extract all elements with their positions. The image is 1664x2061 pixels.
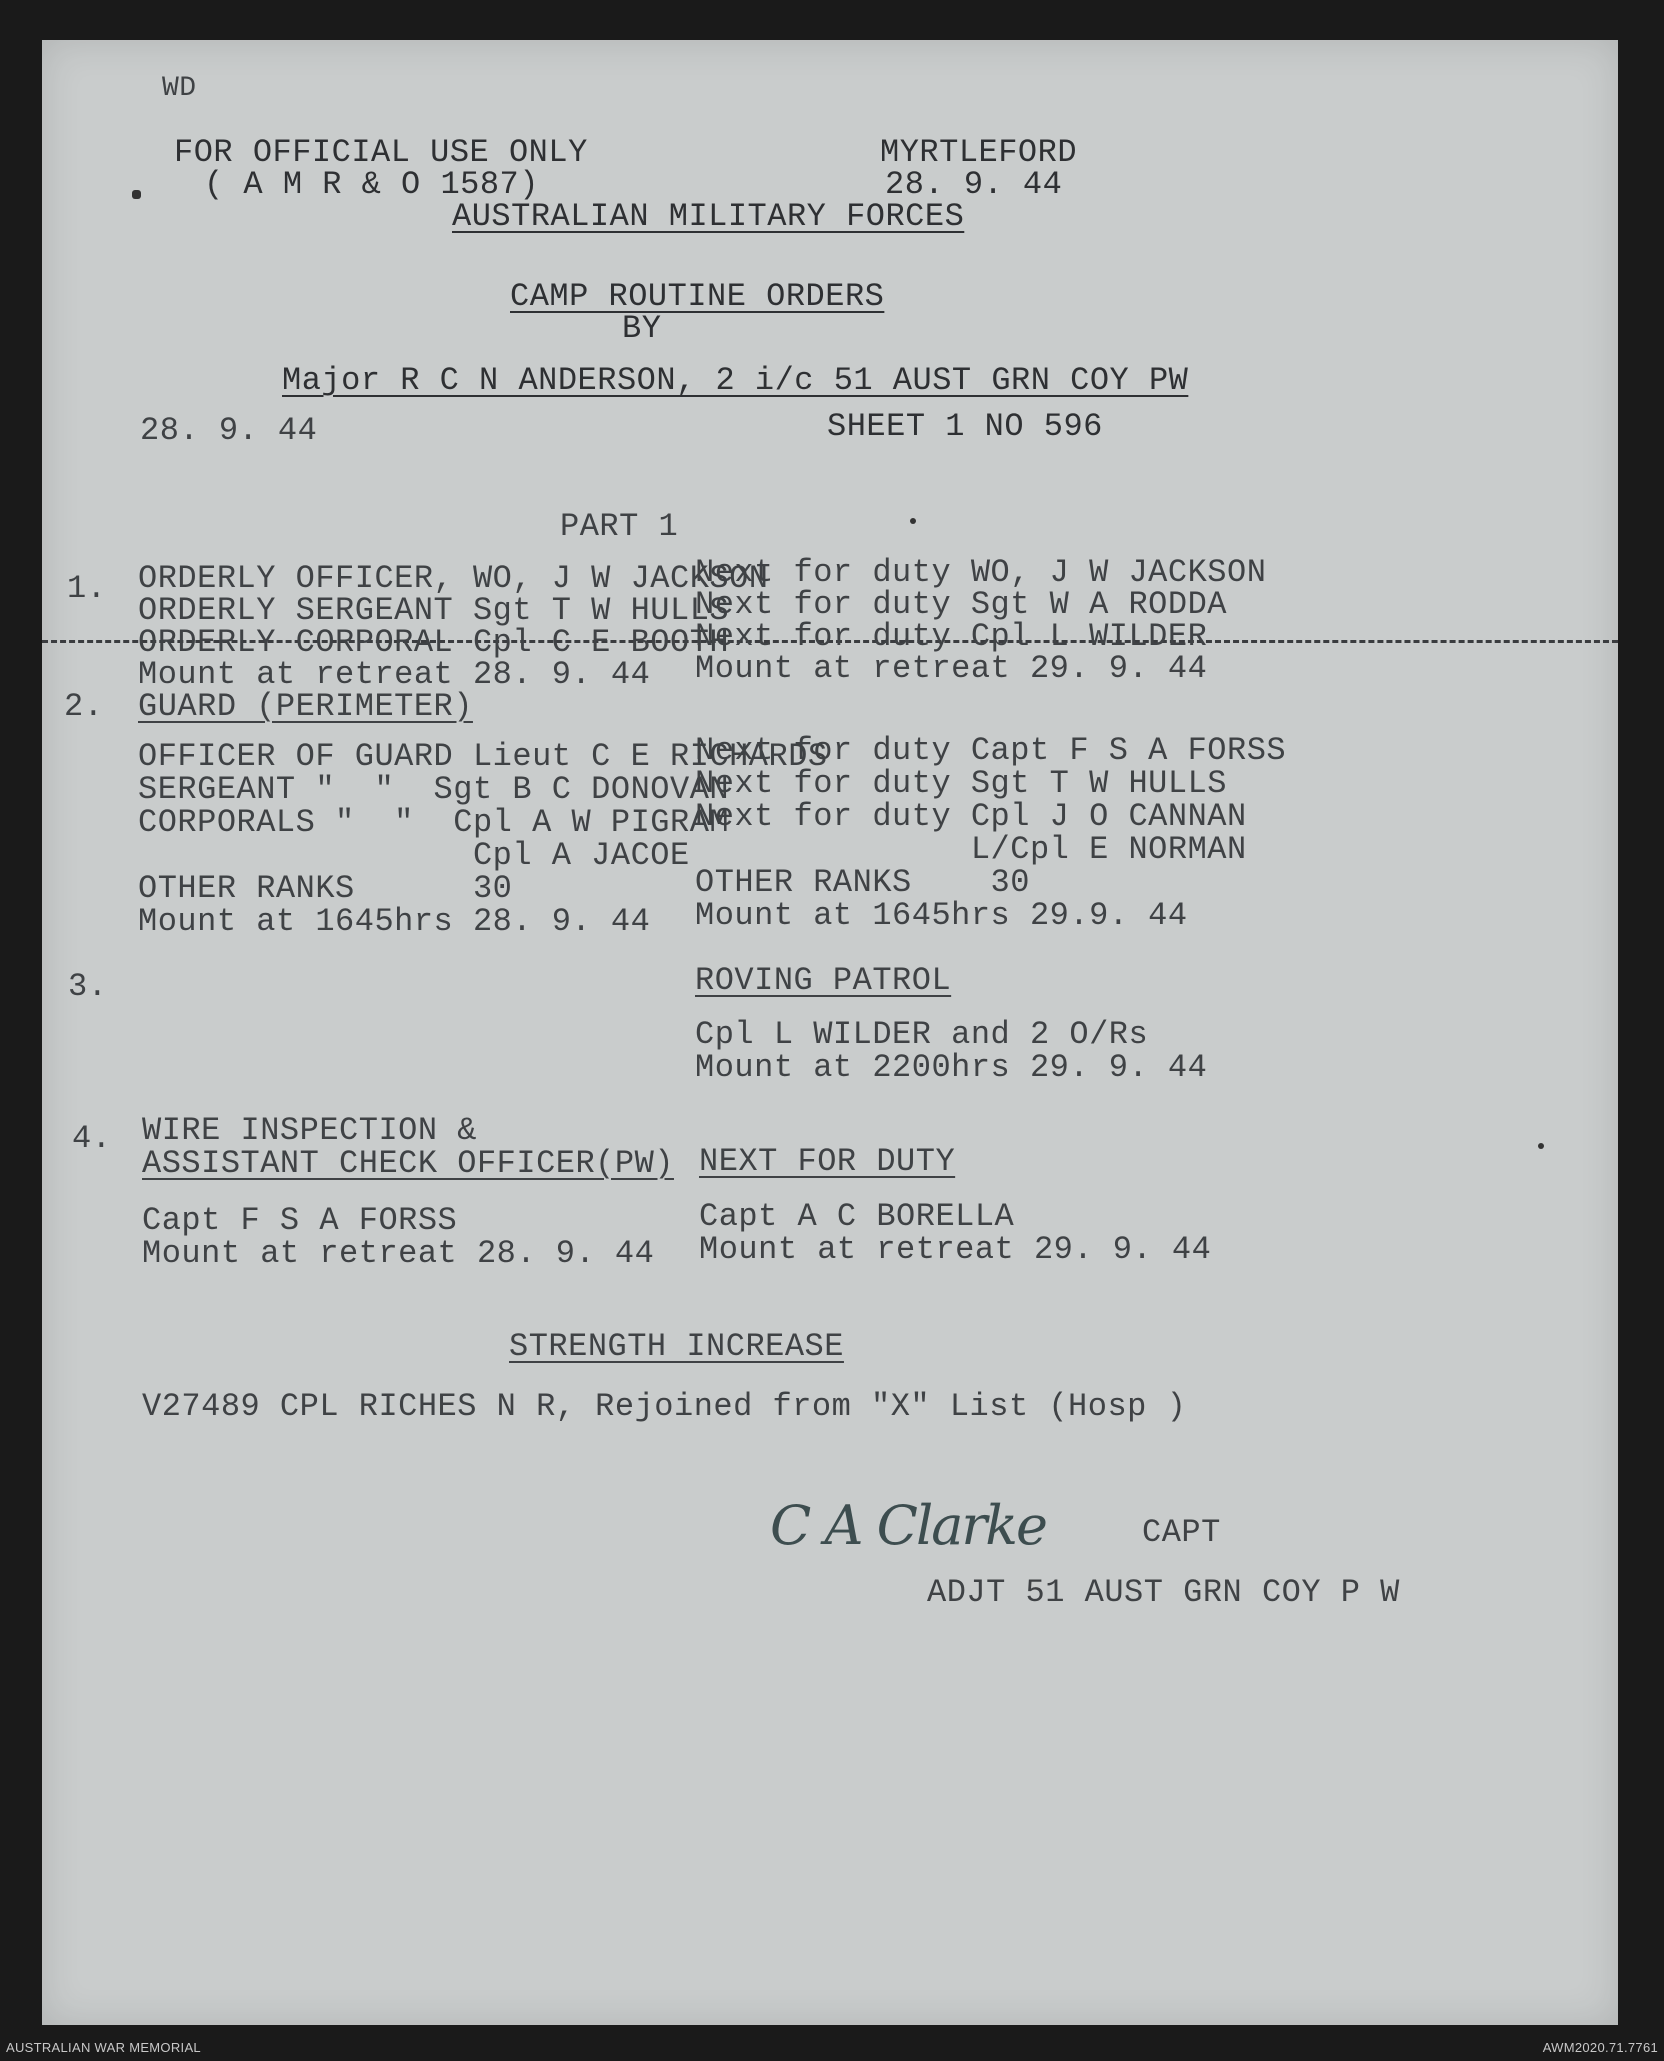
item-1-left-line: ORDERLY CORPORAL Cpl C E BOOTH: [138, 624, 730, 661]
item-4-heading-line-2: ASSISTANT CHECK OFFICER(PW): [142, 1145, 674, 1182]
issuer-line: Major R C N ANDERSON, 2 i/c 51 AUST GRN COY PW: [282, 362, 1189, 399]
item-4-right-line: Capt A C BORELLA: [699, 1198, 1015, 1235]
document-page: [42, 40, 1618, 2025]
signatory-appointment: ADJT 51 AUST GRN COY P W: [927, 1574, 1400, 1611]
item-3-heading: ROVING PATROL: [695, 962, 952, 999]
by-line: BY: [622, 310, 662, 347]
item-2-right-line: L/Cpl E NORMAN: [695, 831, 1247, 868]
signatory-rank: CAPT: [1142, 1514, 1221, 1551]
item-4-left-line: Mount at retreat 28. 9. 44: [142, 1235, 655, 1272]
item-1-left-line: ORDERLY SERGEANT Sgt T W HULLS: [138, 592, 730, 629]
item-1-left-line: Mount at retreat 28. 9. 44: [138, 656, 651, 693]
order-date: 28. 9. 44: [140, 412, 318, 449]
footer-left-credit: AUSTRALIAN WAR MEMORIAL: [6, 2040, 201, 2055]
item-2-right-line: OTHER RANKS 30: [695, 864, 1030, 901]
item-3-line: Cpl L WILDER and 2 O/Rs: [695, 1016, 1149, 1053]
document-subtitle: CAMP ROUTINE ORDERS: [510, 278, 885, 315]
footer-right-reference: AWM2020.71.7761: [1542, 2040, 1658, 2055]
item-2-left-line: CORPORALS " " Cpl A W PIGRAM: [138, 804, 730, 841]
item-3-number: 3.: [68, 968, 108, 1005]
item-1-right-line: Next for duty Cpl L WILDER: [695, 618, 1208, 655]
official-use-line: FOR OFFICIAL USE ONLY: [174, 134, 588, 171]
strength-line: V27489 CPL RICHES N R, Rejoined from "X" List (Hosp ): [142, 1388, 1187, 1425]
item-2-left-line: OFFICER OF GUARD Lieut C E RICHARDS: [138, 738, 828, 775]
item-2-left-line: OTHER RANKS 30: [138, 870, 513, 907]
item-2-right-line: Next for duty Capt F S A FORSS: [695, 732, 1287, 769]
item-2-left-line: SERGEANT " " Sgt B C DONOVAN: [138, 771, 730, 808]
item-4-right-line: Mount at retreat 29. 9. 44: [699, 1231, 1212, 1268]
place-date: 28. 9. 44: [885, 166, 1063, 203]
handwritten-signature: C A Clarke: [770, 1494, 1046, 1557]
reference-line: ( A M R & O 1587): [204, 166, 539, 203]
item-1-right-line: Next for duty WO, J W JACKSON: [695, 554, 1267, 591]
item-2-right-line: Next for duty Cpl J O CANNAN: [695, 798, 1247, 835]
punch-mark: [132, 190, 141, 199]
item-1-right-line: Next for duty Sgt W A RODDA: [695, 586, 1227, 623]
item-2-number: 2.: [64, 688, 104, 725]
item-2-right-line: Mount at 1645hrs 29.9. 44: [695, 897, 1188, 934]
speck: [1538, 1143, 1544, 1149]
wd-stamp: WD: [162, 73, 197, 104]
item-2-left-line: Mount at 1645hrs 28. 9. 44: [138, 903, 651, 940]
item-2-heading: GUARD (PERIMETER): [138, 688, 473, 725]
item-4-number: 4.: [72, 1120, 112, 1157]
item-4-left-line: Capt F S A FORSS: [142, 1202, 458, 1239]
speck: [910, 518, 916, 524]
item-2-right-line: Next for duty Sgt T W HULLS: [695, 765, 1227, 802]
sheet-number: SHEET 1 NO 596: [827, 408, 1103, 445]
place-name: MYRTLEFORD: [880, 134, 1078, 171]
item-1-left-line: ORDERLY OFFICER, WO, J W JACKSON: [138, 560, 769, 597]
item-3-line: Mount at 2200hrs 29. 9. 44: [695, 1049, 1208, 1086]
strength-heading: STRENGTH INCREASE: [509, 1328, 844, 1365]
item-1-number: 1.: [67, 570, 107, 607]
item-1-right-line: Mount at retreat 29. 9. 44: [695, 650, 1208, 687]
item-4-right-heading: NEXT FOR DUTY: [699, 1143, 956, 1180]
document-title: AUSTRALIAN MILITARY FORCES: [452, 198, 965, 235]
part-heading: PART 1: [560, 508, 679, 545]
item-4-heading-line-1: WIRE INSPECTION &: [142, 1112, 477, 1149]
item-2-left-line: Cpl A JACOE: [138, 837, 690, 874]
